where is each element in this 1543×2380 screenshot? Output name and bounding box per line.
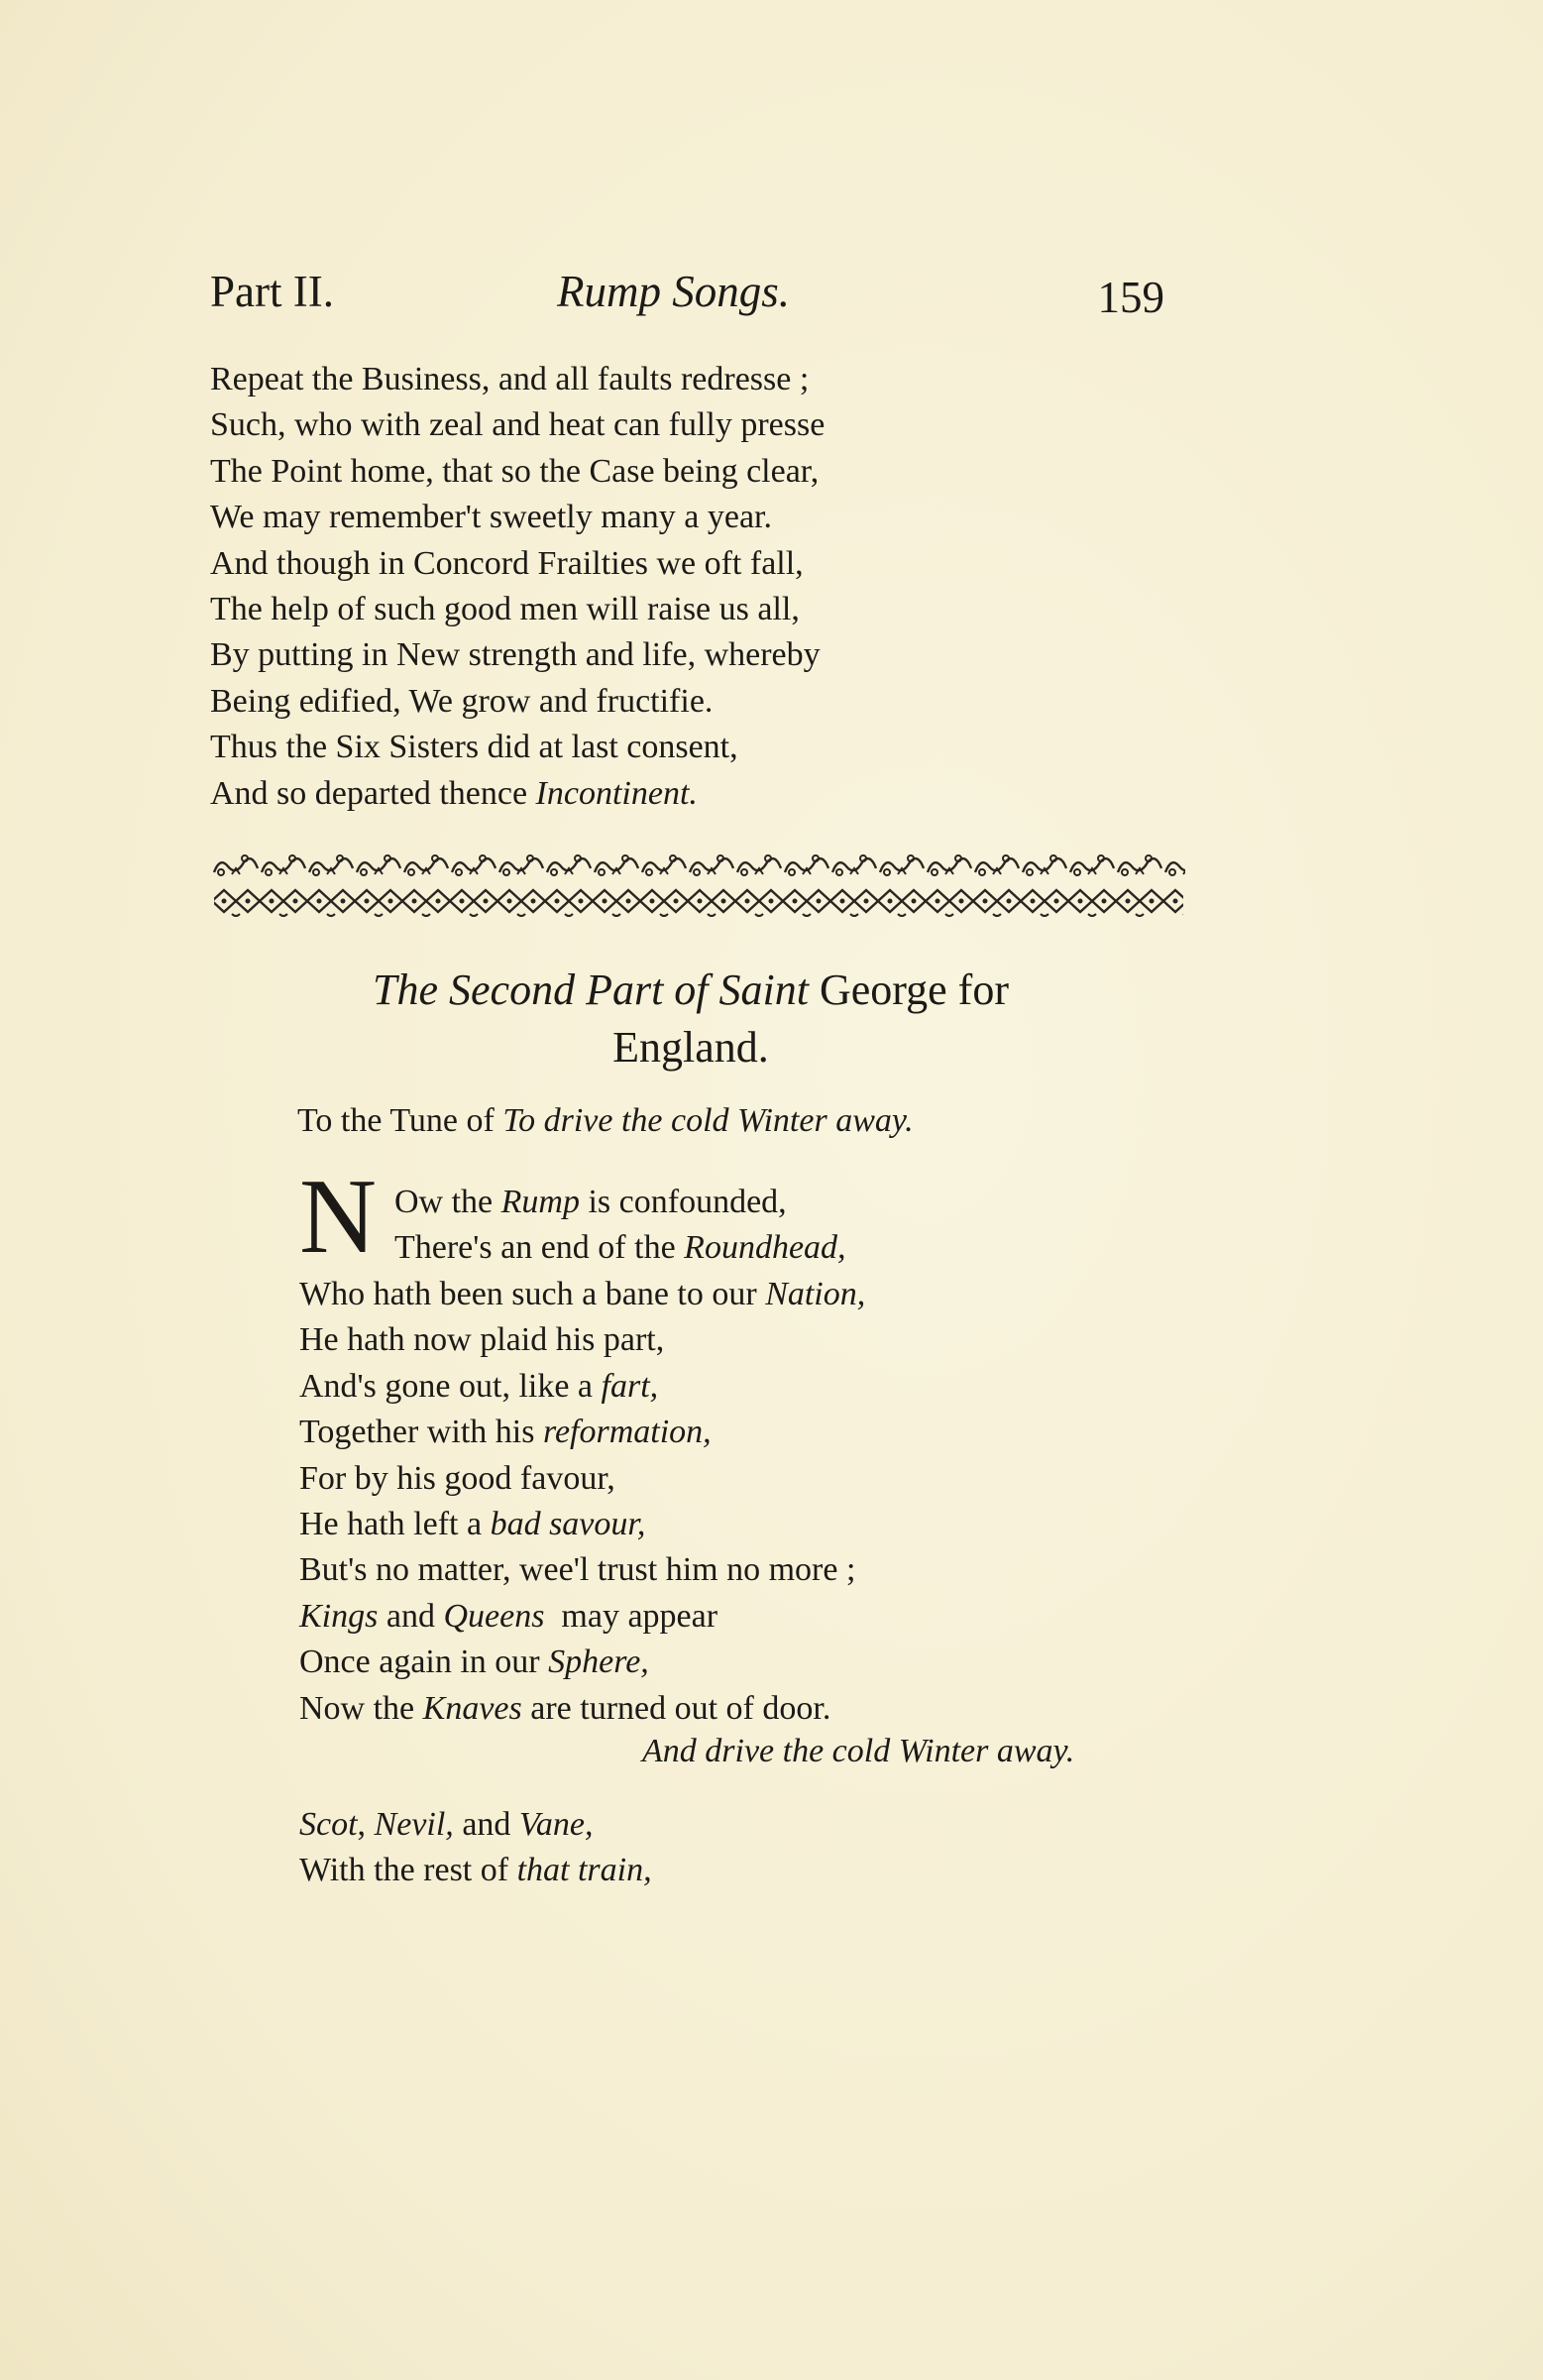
verse-text: are turned out of door. [521, 1689, 831, 1727]
song-opening [394, 1180, 846, 1272]
verse-line: Thus the Six Sisters did at last consent, [210, 729, 738, 766]
verse-line: But's no matter, wee'l trust him no more ; [299, 1551, 856, 1589]
verse-italic: reformation, [542, 1414, 712, 1451]
verse-italic: Vane, [518, 1806, 594, 1843]
refrain-line: And drive the cold Winter away. [642, 1733, 1075, 1769]
verse-italic: Nation, [765, 1276, 866, 1312]
verse-text: Ow the [394, 1184, 501, 1220]
title-italic: The Second Part of Saint [373, 965, 809, 1014]
verse-italic: Queens [443, 1597, 545, 1635]
verse-text: With the rest of [299, 1852, 517, 1889]
verse-line [210, 771, 825, 817]
verse-line: By putting in New strength and life, whereby [210, 636, 821, 674]
next-stanza [299, 1802, 652, 1894]
verse-text: may appear [544, 1597, 718, 1635]
verse-line [299, 1848, 652, 1893]
drop-cap: N [299, 1158, 377, 1276]
stanza-end [210, 357, 825, 817]
verse-line: Repeat the Business, and all faults redresse ; [210, 361, 810, 397]
verse-line [299, 1272, 865, 1317]
verse-italic: that train, [516, 1852, 652, 1889]
verse-text: And so departed thence [210, 774, 536, 812]
verse-text: Together with his [299, 1414, 543, 1451]
verse-line: He hath now plaid his part, [299, 1321, 665, 1359]
verse-italic: Scot [299, 1806, 358, 1843]
verse-line: The Point home, that so the Case being clear, [210, 452, 820, 490]
verse-line [299, 1364, 865, 1410]
verse-text: Who hath been such a bane to our [299, 1276, 766, 1312]
verse-line: Being edified, We grow and fructifie. [210, 682, 714, 720]
section-title [210, 962, 1171, 1077]
title-roman: George for [808, 965, 1009, 1014]
verse-italic: Nevil, [374, 1806, 454, 1843]
verse-line [299, 1502, 865, 1547]
verse-line: And though in Concord Frailties we oft fall, [210, 544, 804, 582]
verse-text: and [453, 1806, 519, 1843]
verse-line [394, 1225, 846, 1271]
verse-line [299, 1686, 865, 1732]
verse-text: Now the [299, 1689, 423, 1727]
ornamental-border [212, 850, 1185, 926]
verse-italic: Roundhead, [684, 1229, 846, 1267]
verse-line [299, 1802, 652, 1848]
verse-italic: fart, [601, 1367, 659, 1405]
page-number: 159 [1097, 273, 1164, 322]
verse-italic: Rump [500, 1184, 580, 1220]
verse-text: He hath left a [299, 1506, 491, 1543]
verse-line: We may remember't sweetly many a year. [210, 499, 772, 536]
verse-text: is confounded, [579, 1184, 787, 1220]
verse-line: For by his good favour, [299, 1459, 615, 1497]
verse-italic: Knaves [422, 1689, 522, 1727]
verse-line: The help of such good men will raise us all, [210, 591, 800, 628]
verse-line [299, 1640, 865, 1685]
verse-italic: Incontinent. [535, 774, 698, 812]
verse-line [299, 1410, 865, 1455]
verse-text: Once again in our [299, 1643, 549, 1681]
verse-line [394, 1180, 846, 1225]
verse-line [299, 1594, 865, 1640]
song-stanza [299, 1272, 865, 1732]
verse-italic: bad savour, [490, 1506, 646, 1543]
tune-name: To drive the cold Winter away. [502, 1102, 914, 1139]
verse-text: , [357, 1806, 375, 1843]
verse-text: There's an end of the [394, 1229, 685, 1267]
tune-line [297, 1102, 914, 1140]
verse-line: Such, who with zeal and heat can fully presse [210, 406, 826, 444]
section-title-line2: England. [612, 1023, 769, 1072]
tune-prefix: To the Tune of [297, 1102, 503, 1139]
verse-text: And's gone out, like a [299, 1367, 602, 1405]
running-title: Rump Songs. [557, 267, 790, 316]
section-title-line1 [210, 962, 1171, 1019]
running-head [210, 266, 1169, 335]
verse-text: and [378, 1597, 444, 1635]
verse-italic: Sphere, [548, 1643, 649, 1681]
part-label: Part II. [210, 267, 334, 316]
verse-italic: Kings [299, 1597, 379, 1635]
